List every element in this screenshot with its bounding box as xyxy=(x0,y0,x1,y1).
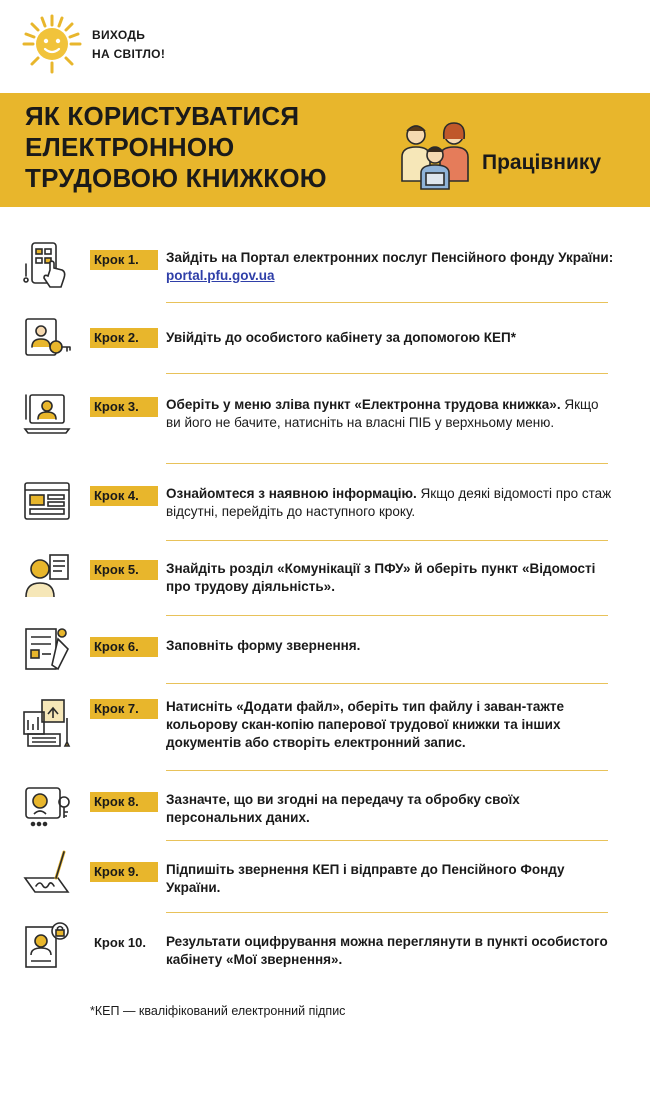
footnote: *КЕП — кваліфікований електронний підпис xyxy=(90,1004,346,1018)
step-text xyxy=(166,698,616,752)
step-text-main: Результати оцифрування можна переглянути в пункті особистого кабінету «Мої звернення». xyxy=(166,934,608,967)
step-text-note: Якщо деякі відомості про стаж відсутні, перейдіть до наступного кроку. xyxy=(166,486,612,519)
step-label: Крок 3. xyxy=(90,397,158,417)
separator xyxy=(166,540,608,541)
step-text xyxy=(166,933,616,969)
step-text xyxy=(166,249,616,285)
step-label: Крок 5. xyxy=(90,560,158,580)
separator xyxy=(166,615,608,616)
signature-pen-icon xyxy=(22,848,72,898)
separator xyxy=(166,463,608,464)
step-label: Крок 2. xyxy=(90,328,158,348)
laptop-user-icon xyxy=(22,389,72,439)
header-banner xyxy=(0,93,650,207)
step-text-main: Підпишіть звернення КЕП і відправте до Пенсійного Фонду України. xyxy=(166,862,565,895)
logo xyxy=(20,12,220,82)
separator xyxy=(166,840,608,841)
step-text-main: Зазначте, що ви згодні на передачу та обробку своїх персональних даних. xyxy=(166,792,520,825)
audience-label: Працівнику xyxy=(482,151,602,174)
title-line-3: ТРУДОВОЮ КНИЖКОЮ xyxy=(25,163,327,193)
sun-icon xyxy=(20,12,84,76)
personal-data-icon xyxy=(22,782,72,832)
step-label: Крок 1. xyxy=(90,250,158,270)
step-text-main: Заповніть форму звернення. xyxy=(166,638,361,653)
separator xyxy=(166,770,608,771)
step-text xyxy=(166,396,616,432)
step-text-main: Натисніть «Додати файл», оберіть тип файлу і заван-тажте кольорову скан-копію паперової трудової книжки та інших документів або створіть електронний запис. xyxy=(166,699,565,750)
step-label: Крок 6. xyxy=(90,637,158,657)
workers-icon xyxy=(396,119,474,193)
title-line-1: ЯК КОРИСТУВАТИСЯ xyxy=(25,101,300,131)
separator xyxy=(166,912,608,913)
form-fill-icon xyxy=(22,625,72,675)
step-text xyxy=(166,791,616,827)
step-text xyxy=(166,560,616,596)
portal-link[interactable]: portal.pfu.gov.ua xyxy=(166,268,275,283)
id-key-icon xyxy=(22,313,72,363)
step-label: Крок 4. xyxy=(90,486,158,506)
step-text-main: Зайдіть на Портал електронних послуг Пенсійного фонду України: xyxy=(166,250,614,265)
step-text xyxy=(166,485,616,521)
step-text-note: Якщо ви його не бачите, натисніть на власні ПІБ у верхньому меню. xyxy=(166,397,599,430)
page-title xyxy=(25,101,327,194)
step-text-main: Знайдіть розділ «Комунікації з ПФУ» й оберіть пункт «Відомості про трудову діяльність». xyxy=(166,561,596,594)
person-document-icon xyxy=(22,551,72,601)
step-label: Крок 8. xyxy=(90,792,158,812)
separator xyxy=(166,302,608,303)
title-line-2: ЕЛЕКТРОННОЮ xyxy=(25,132,235,162)
step-text xyxy=(166,329,616,347)
separator xyxy=(166,683,608,684)
logo-line-2: НА СВІТЛО! xyxy=(92,47,166,61)
browser-window-icon xyxy=(22,478,72,528)
step-text-main: Оберіть у меню зліва пункт «Електронна трудова книжка». xyxy=(166,397,561,412)
phone-touch-icon xyxy=(22,240,72,290)
upload-calculator-icon xyxy=(22,698,72,748)
logo-line-1: ВИХОДЬ xyxy=(92,28,146,42)
step-text-main: Увійдіть до особистого кабінету за допомогою КЕП* xyxy=(166,330,516,345)
separator xyxy=(166,373,608,374)
step-text-main: Ознайомтеся з наявною інформацію. xyxy=(166,486,417,501)
step-label: Крок 7. xyxy=(90,699,158,719)
step-label: Крок 9. xyxy=(90,862,158,882)
profile-lock-icon xyxy=(22,921,72,971)
step-text xyxy=(166,861,616,897)
step-text xyxy=(166,637,616,655)
step-label: Крок 10. xyxy=(94,935,147,950)
